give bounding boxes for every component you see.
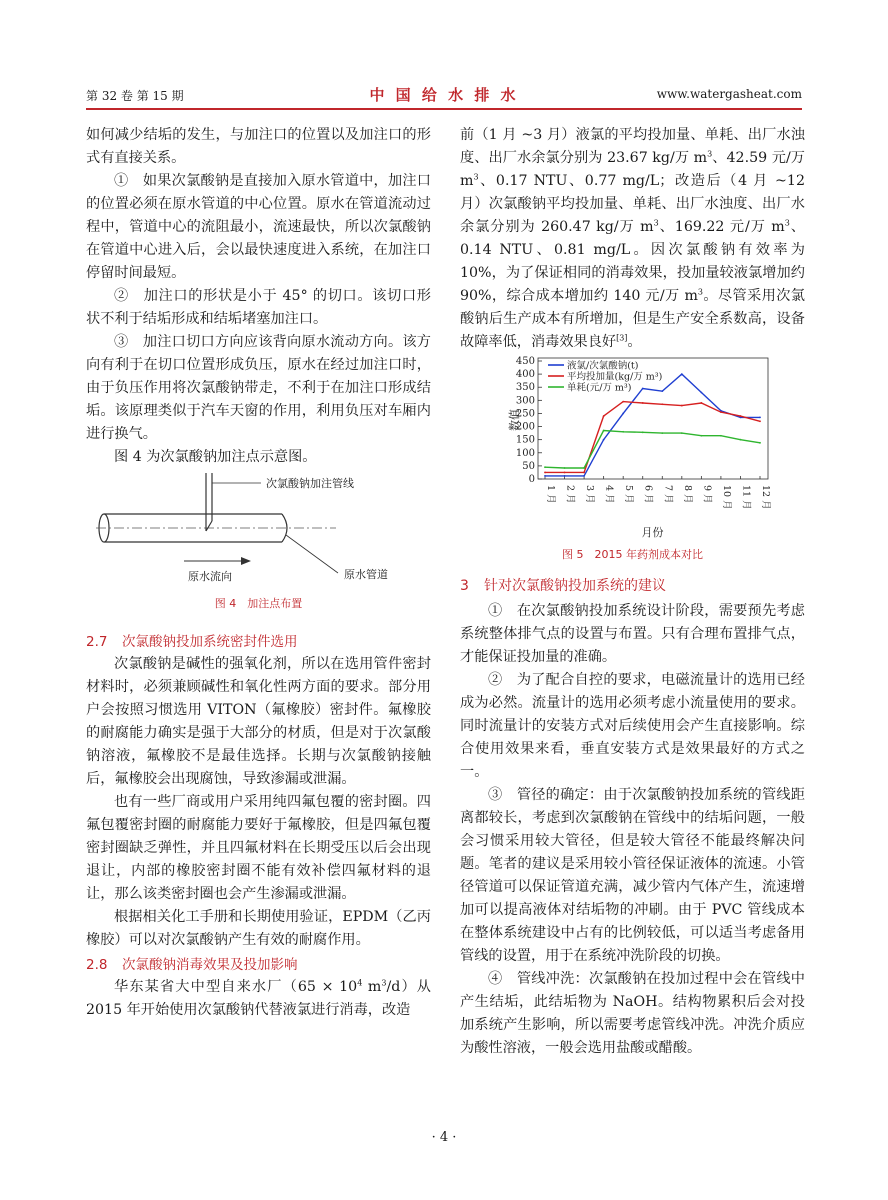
data-point bbox=[544, 472, 546, 474]
text-run: 、0.14 NTU、0.81 mg/L。因次氯酸钠有效率为 10%，为了保证相同的消毒效果，投加量较液氯增加约 90%，综合成本增加约 140 元/万 m bbox=[460, 219, 805, 304]
page-number: · 4 · bbox=[431, 1130, 457, 1145]
data-point bbox=[700, 402, 702, 404]
superscript: 3 bbox=[653, 218, 659, 228]
text-run: /d）从 2015 年开始使用次氯酸钠代替液氯进行消毒，改造 bbox=[86, 979, 431, 1018]
data-point bbox=[564, 475, 566, 477]
x-tick-label: 8 月 bbox=[681, 485, 693, 504]
paragraph bbox=[86, 976, 431, 1022]
data-point bbox=[622, 401, 624, 403]
text-run: m bbox=[362, 979, 382, 995]
data-point bbox=[583, 467, 585, 469]
page-header bbox=[86, 84, 802, 106]
legend-label: 单耗(元/万 m³) bbox=[567, 382, 632, 394]
superscript: 4 bbox=[357, 978, 363, 988]
figure-4-caption: 图 4 加注点布置 bbox=[214, 597, 303, 610]
paragraph: ② 加注口的形状是小于 45° 的切口。该切口形状不利于结垢形成和结垢堵塞加注口。 bbox=[86, 288, 431, 327]
citation: [3] bbox=[616, 333, 628, 343]
data-point bbox=[700, 392, 702, 394]
data-point bbox=[759, 442, 761, 444]
superscript: 3 bbox=[784, 218, 790, 228]
volume-issue: 第 32 卷 第 15 期 bbox=[86, 89, 184, 103]
data-point bbox=[661, 432, 663, 434]
paragraph: ③ 管径的确定：由于次氯酸钠投加系统的管线距离都较长，考虑到次氯酸钠在管线中的结垢问题，一般会习惯采用较大管径，但是较大管径不能最终解决问题。笔者的建议是采用较小管径保证液体的流速。小管径管道可以保证管道充满，减少管内气体产生，流速增加可以提高液体对结垢物的冲刷。由于 PVC 管线成本在整体系统建设中占有的比例较低，可以适当考虑备用管线的设置，用于在系统冲洗阶段的切换。 bbox=[460, 787, 805, 964]
journal-website: www.watergasheat.com bbox=[656, 87, 802, 101]
x-tick-label: 11 月 bbox=[740, 485, 752, 510]
pipe-line-label: 次氯酸钠加注管线 bbox=[266, 477, 354, 490]
text-run: 。 bbox=[627, 334, 642, 350]
y-tick-label: 350 bbox=[515, 382, 535, 394]
x-tick-label: 7 月 bbox=[662, 485, 674, 504]
section-3-heading bbox=[460, 574, 805, 598]
data-point bbox=[661, 390, 663, 392]
figure-5-caption: 图 5 2015 年药剂成本对比 bbox=[562, 548, 703, 561]
x-tick-label: 3 月 bbox=[584, 485, 596, 504]
pipe-label: 原水管道 bbox=[344, 568, 388, 581]
text-run: 、42.59 元/万 m bbox=[460, 150, 805, 189]
y-tick-label: 400 bbox=[515, 369, 535, 381]
data-point bbox=[681, 373, 683, 375]
data-point bbox=[681, 432, 683, 434]
text-run: 、169.22 元/万 m bbox=[658, 219, 785, 235]
paragraph: ④ 管线冲洗：次氯酸钠在投加过程中会在管线中产生结垢，此结垢物为 NaOH。结构物累积后会对投加系统产生影响，所以需要考虑管线冲洗。冲洗介质应为酸性溶液，一般会选用盐酸或醋酸。 bbox=[460, 971, 805, 1056]
data-point bbox=[583, 472, 585, 474]
x-axis-label: 月份 bbox=[641, 526, 664, 539]
data-point bbox=[642, 388, 644, 390]
legend-label: 平均投加量(kg/万 m³) bbox=[567, 371, 663, 383]
data-point bbox=[603, 415, 605, 417]
superscript: 3 bbox=[473, 172, 479, 182]
header-rule bbox=[86, 108, 802, 110]
x-tick-label: 1 月 bbox=[545, 485, 556, 504]
cost-comparison-line-chart bbox=[460, 356, 805, 546]
text-run: 。尽管采用次氯酸钠后生产成本有所增加，但是生产安全系数高，设备故障率低，消毒效果良好 bbox=[460, 288, 805, 350]
superscript: 3 bbox=[697, 287, 704, 297]
y-tick-label: 0 bbox=[528, 474, 535, 485]
data-point bbox=[759, 416, 761, 418]
y-tick-label: 150 bbox=[515, 434, 535, 446]
data-point bbox=[740, 439, 742, 441]
y-tick-label: 300 bbox=[515, 395, 535, 407]
paragraph: 根据相关化工手册和长期使用验证，EPDM（乙丙橡胶）可以对次氯酸钠产生有效的耐腐作用。 bbox=[86, 909, 431, 948]
y-tick-label: 200 bbox=[515, 421, 535, 433]
data-point bbox=[681, 405, 683, 407]
section-title: 次氯酸钠消毒效果及投加影响 bbox=[122, 957, 298, 973]
x-tick-label: 4 月 bbox=[603, 485, 615, 504]
text-run: 、0.17 NTU、0.77 mg/L；改造后（4 月 ~12 月）次氯酸钠平均投加量、单耗、出厂水浊度、出厂水余氯分别为 260.47 kg/万 m bbox=[460, 173, 805, 235]
paragraph: 图 4 为次氯酸钠加注点示意图。 bbox=[114, 449, 317, 465]
paragraph: ③ 加注口切口方向应该背向原水流动方向。该方向有利于在切口位置形成负压，原水在经过加注口时，由于负压作用将次氯酸钠带走，不利于在加注口形成结垢。该原理类似于汽车天窗的作用，利用负压对车厢内进行换气。 bbox=[86, 334, 431, 442]
right-column bbox=[460, 124, 805, 1060]
x-tick-label: 9 月 bbox=[701, 485, 713, 504]
paragraph: 如何减少结垢的发生，与加注口的位置以及加注口的形式有直接关系。 bbox=[86, 127, 431, 166]
section-title: 次氯酸钠投加系统密封件选用 bbox=[122, 634, 298, 650]
y-tick-label: 100 bbox=[515, 447, 535, 459]
data-point bbox=[583, 475, 585, 477]
superscript: 3 bbox=[381, 978, 387, 988]
data-point bbox=[622, 413, 624, 415]
paragraph: 也有一些厂商或用户采用纯四氟包覆的密封圈。四氟包覆密封圈的耐腐能力要好于氟橡胶，但是四氟包覆密封圈缺乏弹性，并且四氟材料在长期受压以后会出现退让，内部的橡胶密封圈不能有效补偿四氟材料的退让，那么该类密封圈也会产生渗漏或泄漏。 bbox=[86, 794, 431, 902]
paragraph: 次氯酸钠是碱性的强氧化剂，所以在选用管件密封材料时，必须兼顾碱性和氧化性两方面的要求。部分用户会按照习惯选用 VITON（氟橡胶）密封件。氟橡胶的耐腐能力确实是强于大部分的材质，但是对于次氯酸钠溶液，氟橡胶不是最佳选择。长期与次氯酸钠接触后，氟橡胶会出现腐蚀，导致渗漏或泄漏。 bbox=[86, 656, 431, 787]
paragraph: ① 在次氯酸钠投加系统设计阶段，需要预先考虑系统整体排气点的设置与布置。只有合理布置排气点，才能保证投加量的准确。 bbox=[460, 603, 805, 665]
section-2-8-heading bbox=[86, 954, 431, 976]
data-point bbox=[564, 472, 566, 474]
journal-title: 中 国 给 水 排 水 bbox=[369, 86, 519, 104]
paragraph: ① 如果次氯酸钠是直接加入原水管道中，加注口的位置必须在原水管道的中心位置。原水在管道流动过程中，管道中心的流阻最小，流速最快，所以次氯酸钠在管道中心进入后，会以最快速度进入系统，在加注口停留时间最短。 bbox=[86, 173, 431, 281]
flow-direction-label: 原水流向 bbox=[188, 570, 232, 583]
data-point bbox=[642, 402, 644, 404]
superscript: 3 bbox=[707, 149, 713, 159]
section-number: 2.7 bbox=[86, 634, 108, 650]
series-line-3 bbox=[545, 431, 760, 469]
data-point bbox=[603, 430, 605, 432]
x-tick-label: 2 月 bbox=[564, 485, 576, 504]
y-tick-label: 250 bbox=[515, 408, 535, 420]
data-point bbox=[700, 435, 702, 437]
data-point bbox=[720, 435, 722, 437]
section-title: 针对次氯酸钠投加系统的建议 bbox=[484, 578, 666, 594]
section-2-7-heading bbox=[86, 631, 431, 653]
data-point bbox=[544, 466, 546, 468]
y-tick-label: 50 bbox=[522, 460, 535, 472]
data-point bbox=[642, 431, 644, 433]
data-point bbox=[622, 431, 624, 433]
x-tick-label: 12 月 bbox=[760, 485, 771, 510]
left-column bbox=[86, 124, 431, 1022]
data-point bbox=[544, 475, 546, 477]
figure-4-diagram bbox=[86, 473, 431, 623]
y-axis-label: 数值 bbox=[508, 409, 521, 431]
x-tick-label: 10 月 bbox=[720, 485, 732, 510]
y-tick-label: 450 bbox=[515, 356, 535, 367]
section-number: 3 bbox=[460, 578, 469, 594]
data-point bbox=[603, 439, 605, 441]
data-point bbox=[759, 420, 761, 422]
text-run: 前（1 月 ~3 月）液氯的平均投加量、单耗、出厂水浊度、出厂水余氯分别为 23.67 kg/万 m bbox=[460, 127, 805, 166]
figure-5-chart bbox=[460, 356, 805, 568]
data-point bbox=[661, 403, 663, 405]
text-run: 华东某省大中型自来水厂（65 × 10 bbox=[114, 979, 358, 995]
paragraph: ② 为了配合自控的要求，电磁流量计的选用已经成为必然。流量计的选用必须考虑小流量使用的要求。同时流量计的安装方式对后续使用会产生直接影响。综合使用效果来看，垂直安装方式是效果最好的方式之一。 bbox=[460, 672, 805, 780]
x-tick-label: 6 月 bbox=[642, 485, 654, 504]
x-tick-label: 5 月 bbox=[623, 485, 635, 504]
data-point bbox=[564, 467, 566, 469]
legend-label: 液氯/次氯酸钠(t) bbox=[567, 360, 639, 372]
section-number: 2.8 bbox=[86, 957, 108, 973]
data-point bbox=[740, 415, 742, 417]
data-point bbox=[720, 411, 722, 413]
paragraph bbox=[460, 124, 805, 354]
